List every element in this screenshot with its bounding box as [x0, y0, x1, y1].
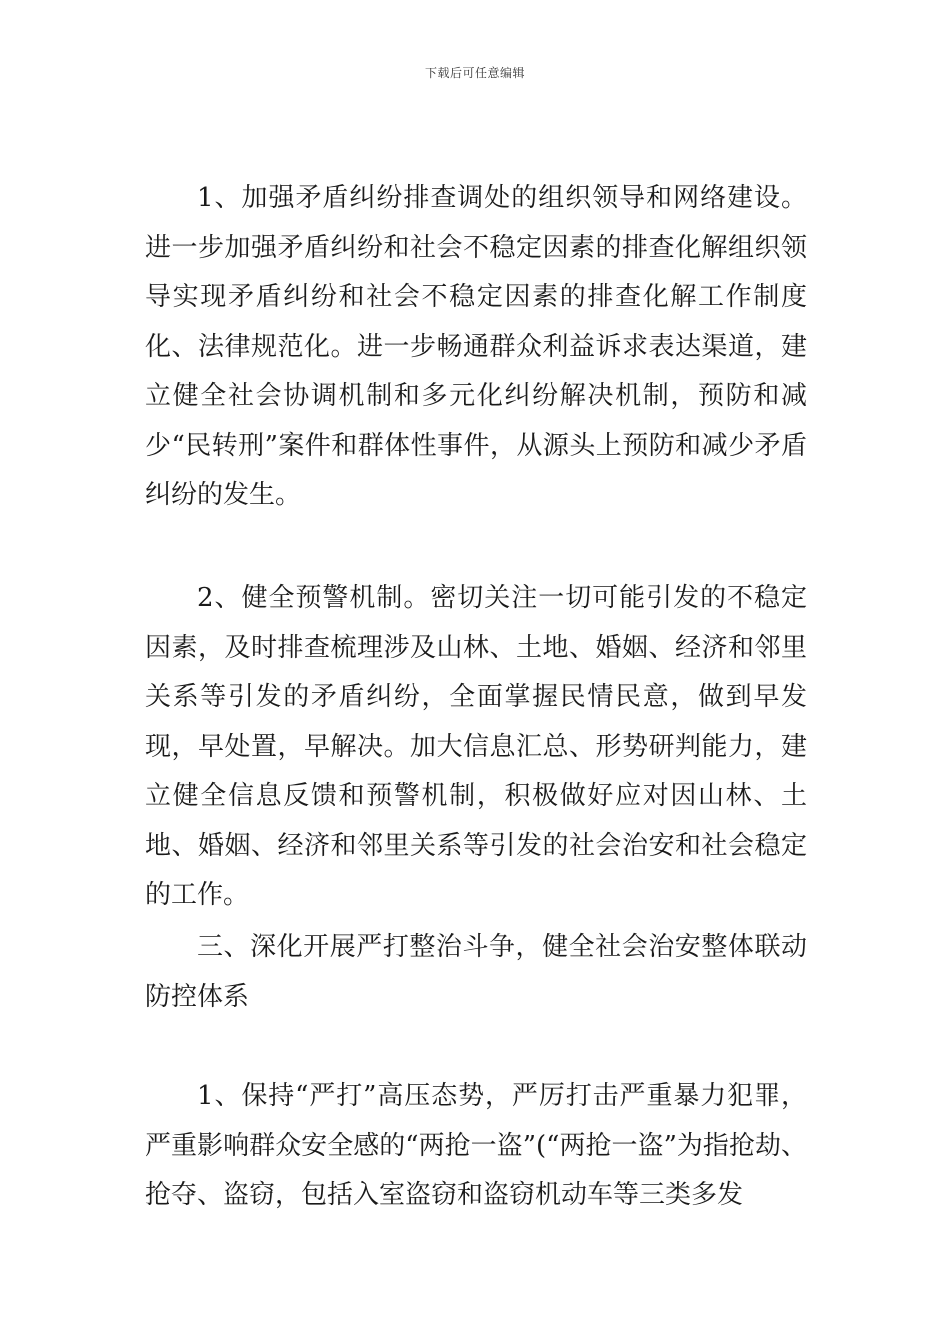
section-heading: 三、深化开展严打整治斗争，健全社会治安整体联动防控体系: [145, 932, 807, 1012]
paragraph-2: 2、健全预警机制。密切关注一切可能引发的不稳定因素，及时排查梳理涉及山林、土地、婚姻、经济和邻里关系等引发的矛盾纠纷，全面掌握民情民意，做到早发现，早处置，早解决。加大信息汇总、形势研判能力，建立健全信息反馈和预警机制，积极做好应对因山林、土地、婚姻、经济和邻里关系等引发的社会治安和社会稳定的工作。: [145, 583, 807, 910]
paragraph-3: 1、保持“严打”高压态势，严厉打击严重暴力犯罪，严重影响群众安全感的“两抢一盗”(“两抢一盗”为指抢劫、抢夺、盗窃，包括入室盗窃和盗窃机动车等三类多发: [145, 1081, 807, 1210]
header-note: 下载后可任意编辑: [424, 66, 525, 80]
paragraph-1: 1、加强矛盾纠纷排查调处的组织领导和网络建设。进一步加强矛盾纠纷和社会不稳定因素的排查化解组织领导实现矛盾纠纷和社会不稳定因素的排查化解工作制度化、法律规范化。进一步畅通群众利益诉求表达渠道，建立健全社会协调机制和多元化纠纷解决机制，预防和减少“民转刑”案件和群体性事件，从源头上预防和减少矛盾纠纷的发生。: [145, 183, 807, 510]
